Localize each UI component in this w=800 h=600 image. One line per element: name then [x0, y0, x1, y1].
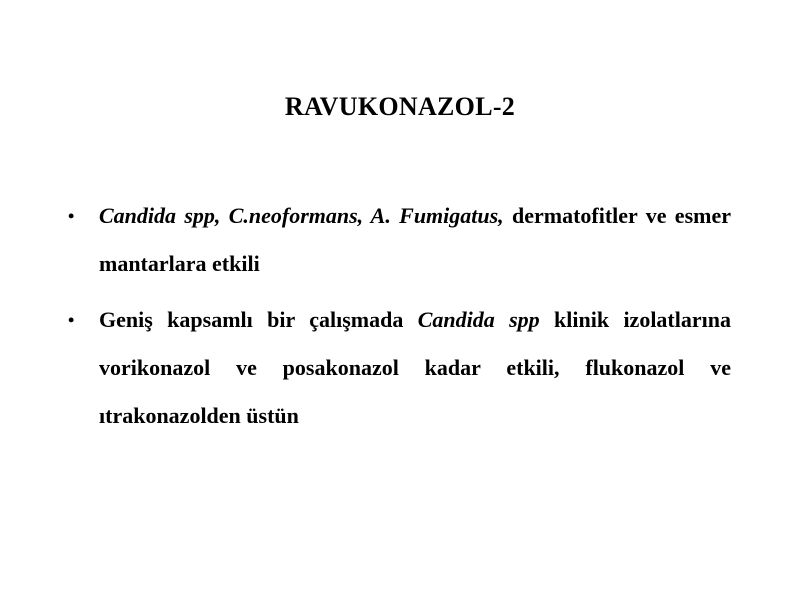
bullet-dot-icon: • — [68, 310, 75, 330]
bullet-text-part: Geniş kapsamlı bir çalışmada — [99, 307, 418, 332]
bullet-text-part: Candida spp, C.neoformans, A. Fumigatus, — [99, 203, 504, 228]
bullet-item — [0, 192, 800, 288]
bullet-dot-icon: • — [68, 206, 75, 226]
bullet-text — [99, 192, 731, 288]
bullet-text-part: Candida spp — [417, 307, 540, 332]
bullet-text — [99, 296, 731, 440]
bullet-list — [0, 192, 800, 448]
bullet-item — [0, 296, 800, 440]
bullet-text-part: klinik izolatlarına vorikonazol ve posakonazol kadar etkili, flukonazol ve ıtrakonazolden üstün — [99, 307, 731, 428]
slide-title: RAVUKONAZOL-2 — [284, 92, 516, 121]
bullet-text-part: dermatofitler ve esmer mantarlara etkili — [99, 203, 731, 276]
